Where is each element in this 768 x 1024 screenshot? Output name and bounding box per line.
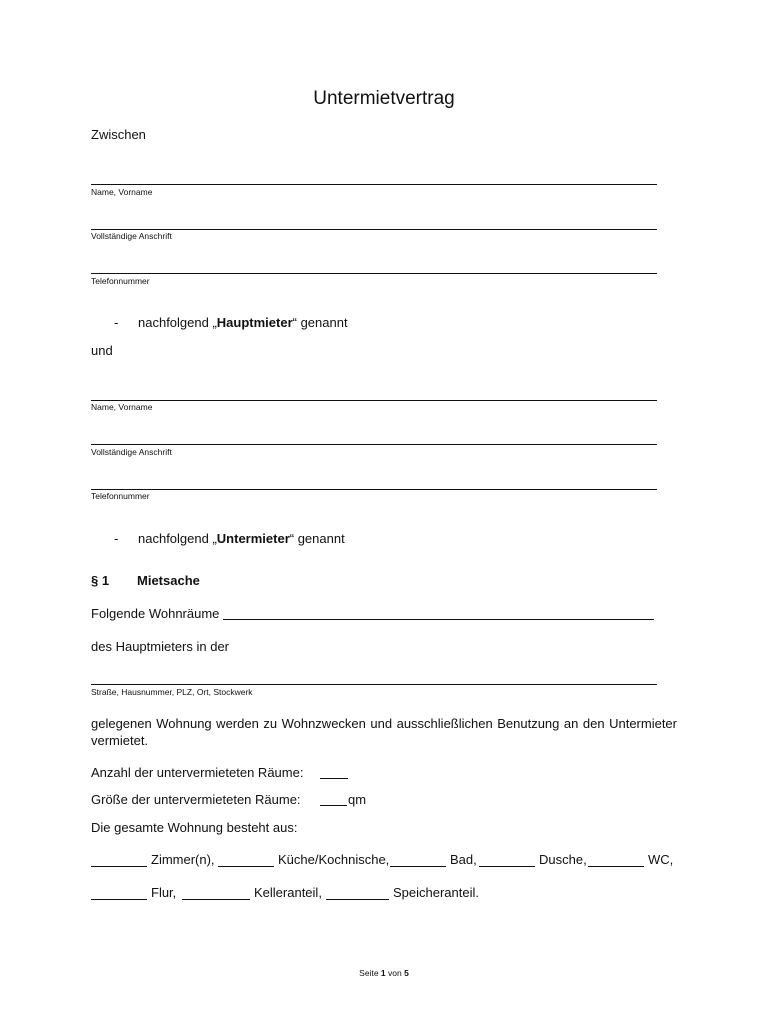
- wc-label: WC,: [648, 852, 674, 867]
- party1-role-name: Hauptmieter: [216, 315, 293, 330]
- party1-phone-caption: Telefonnummer: [91, 276, 150, 286]
- kueche-label: Küche/Kochnische,: [278, 852, 390, 867]
- room-size-line[interactable]: [320, 805, 347, 806]
- party1-role-text: [138, 315, 348, 330]
- party1-phone-line[interactable]: [91, 273, 657, 274]
- keller-label: Kelleranteil,: [254, 885, 322, 900]
- purpose-paragraph: gelegenen Wohnung werden zu Wohnzwecken und ausschließlichen Benutzung an den Untermieter vermietet.: [91, 716, 677, 748]
- party2-name-caption: Name, Vorname: [91, 402, 153, 412]
- section1-title: Mietsache: [137, 573, 200, 588]
- party1-address-line[interactable]: [91, 229, 657, 230]
- keller-line[interactable]: [182, 899, 250, 900]
- dusche-label: Dusche,: [539, 852, 587, 867]
- between-label: Zwischen: [91, 127, 146, 142]
- room-count-line[interactable]: [320, 778, 348, 779]
- party1-role-prefix: nachfolgend „: [138, 315, 217, 330]
- party2-phone-caption: Telefonnummer: [91, 491, 150, 501]
- document-title: Untermietvertrag: [313, 88, 455, 109]
- party2-role-name: Untermieter: [216, 531, 290, 546]
- property-address-line[interactable]: [91, 684, 657, 685]
- zimmer-label: Zimmer(n),: [151, 852, 215, 867]
- footer-total-pages: 5: [404, 968, 409, 978]
- party1-name-caption: Name, Vorname: [91, 187, 153, 197]
- wc-line[interactable]: [588, 866, 644, 867]
- party2-address-line[interactable]: [91, 444, 657, 445]
- party2-phone-line[interactable]: [91, 489, 657, 490]
- kueche-line[interactable]: [218, 866, 274, 867]
- total-label: Die gesamte Wohnung besteht aus:: [91, 820, 298, 835]
- flur-line[interactable]: [91, 899, 147, 900]
- room-size-unit: qm: [348, 792, 367, 807]
- zimmer-line[interactable]: [91, 866, 147, 867]
- party1-name-line[interactable]: [91, 184, 657, 185]
- flur-label: Flur,: [151, 885, 177, 900]
- room-size-label: Größe der untervermieteten Räume:: [91, 792, 301, 807]
- speicher-label: Speicheranteil.: [393, 885, 479, 900]
- rooms-line[interactable]: [223, 619, 654, 620]
- party2-role-prefix: nachfolgend „: [138, 531, 217, 546]
- footer-prefix: Seite: [359, 968, 381, 978]
- party2-role-text: [138, 531, 345, 546]
- party2-bullet-dash: -: [114, 531, 119, 546]
- speicher-line[interactable]: [326, 899, 389, 900]
- party2-name-line[interactable]: [91, 400, 657, 401]
- party2-address-caption: Vollständige Anschrift: [91, 447, 172, 457]
- and-label: und: [91, 343, 113, 358]
- bad-label: Bad,: [450, 852, 477, 867]
- footer-page-number: 1: [380, 968, 386, 978]
- room-count-label: Anzahl der untervermieteten Räume:: [91, 765, 304, 780]
- party2-role-suffix: “ genannt: [289, 531, 345, 546]
- party1-role-suffix: “ genannt: [292, 315, 348, 330]
- party1-bullet-dash: -: [114, 315, 119, 330]
- property-address-caption: Straße, Hausnummer, PLZ, Ort, Stockwerk: [91, 687, 253, 697]
- main-tenant-label: des Hauptmieters in der: [91, 639, 230, 654]
- page-footer: [0, 968, 768, 978]
- section1-number: § 1: [91, 573, 110, 588]
- footer-middle: von: [385, 968, 405, 978]
- party1-address-caption: Vollständige Anschrift: [91, 231, 172, 241]
- dusche-line[interactable]: [479, 866, 535, 867]
- rooms-label: Folgende Wohnräume: [91, 606, 220, 621]
- bad-line[interactable]: [390, 866, 446, 867]
